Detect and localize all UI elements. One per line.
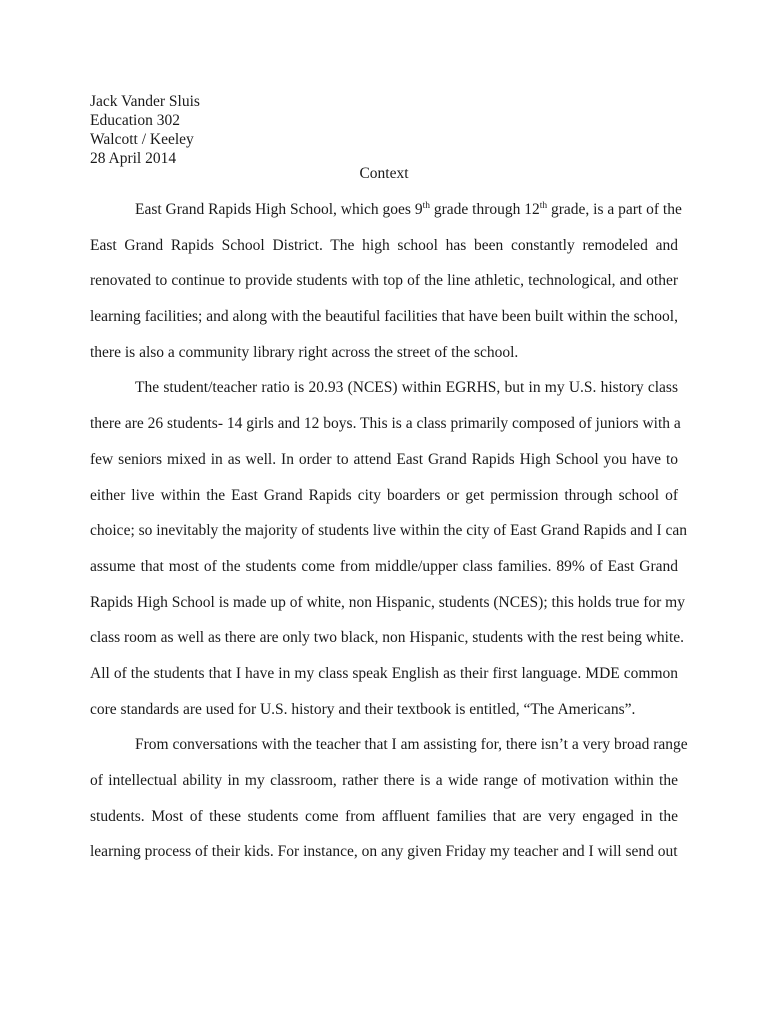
paragraph-line: All of the students that I have in my class speak English as their first language. MDE common [90, 664, 678, 682]
paragraph [90, 370, 688, 727]
paragraph-line: few seniors mixed in as well. In order to attend East Grand Rapids High School you have to [90, 450, 678, 468]
paragraph-line: learning facilities; and along with the beautiful facilities that have been built within the school, [90, 308, 678, 326]
document-title: Context [359, 165, 409, 182]
paragraph-line: there is also a community library right across the street of the school. [90, 343, 519, 361]
paragraph-line: East Grand Rapids High School, which goes 9th grade through 12th grade, is a part of the [135, 200, 682, 218]
paragraph [90, 727, 688, 870]
paragraph-line: students. Most of these students come from affluent families that are very engaged in the [90, 807, 678, 825]
paragraph-line: renovated to continue to provide students with top of the line athletic, technological, and other [90, 272, 678, 290]
document-date: 28 April 2014 [90, 150, 177, 167]
paragraph-line: The student/teacher ratio is 20.93 (NCES) within EGRHS, but in my U.S. history class [135, 379, 678, 397]
ordinal-suffix: th [539, 200, 548, 211]
paragraph-line: choice; so inevitably the majority of students live within the city of East Grand Rapids and I can [90, 522, 688, 540]
course-name: Education 302 [90, 112, 180, 129]
paragraph-line: of intellectual ability in my classroom, rather there is a wide range of motivation within the [90, 772, 678, 789]
ordinal-suffix: th [422, 200, 430, 211]
paragraph-line: either live within the East Grand Rapids city boarders or get permission through school of [90, 486, 678, 504]
paragraph-line: assume that most of the students come from middle/upper class families. 89% of East Grand [90, 557, 678, 575]
author-name: Jack Vander Sluis [90, 93, 200, 110]
document-header [90, 92, 200, 168]
paragraph-line: East Grand Rapids School District. The high school has been constantly remodeled and [90, 236, 678, 254]
instructor-names: Walcott / Keeley [90, 131, 194, 148]
paragraph-line: learning process of their kids. For instance, on any given Friday my teacher and I will send out [90, 843, 678, 861]
paragraph-line: there are 26 students- 14 girls and 12 boys. This is a class primarily composed of juniors with a [90, 415, 681, 433]
paragraph [90, 192, 682, 370]
document-body [90, 192, 688, 870]
paragraph-line: core standards are used for U.S. history and their textbook is entitled, “The Americans”. [90, 700, 636, 718]
paragraph-line: From conversations with the teacher that I am assisting for, there isn’t a very broad range [135, 736, 688, 754]
paragraph-line: Rapids High School is made up of white, non Hispanic, students (NCES); this holds true for my [90, 593, 685, 611]
paragraph-line: class room as well as there are only two black, non Hispanic, students with the rest being white. [90, 629, 685, 647]
